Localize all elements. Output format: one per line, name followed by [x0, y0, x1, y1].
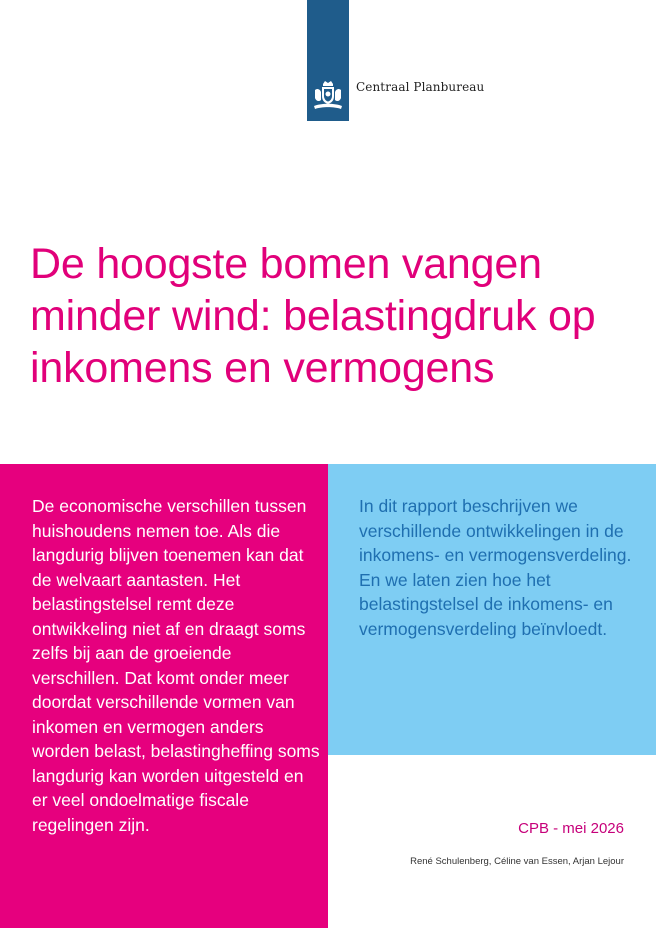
- report-title: De hoogste bomen vangen minder wind: belastingdruk op inkomens en vermogens: [30, 240, 596, 392]
- publication-date: CPB - mei 2026: [518, 820, 624, 837]
- authors: René Schulenberg, Céline van Essen, Arjan Lejour: [410, 856, 624, 867]
- report-description: In dit rapport beschrijven we verschillende ontwikkelingen in de inkomens- en vermogensverdeling. En we laten zien hoe het belastingstelsel de inkomens- en vermogensverdeling beïnvloedt.: [359, 496, 632, 639]
- organization-name: Centraal Planbureau: [356, 80, 485, 94]
- summary-text: De economische verschillen tussen huishoudens nemen toe. Als die langdurig blijven toenemen kan dat de welvaart aantasten. Het belastingstelsel remt deze ontwikkeling niet af en draagt soms zelfs bij aan de groeiende verschillen. Dat komt onder meer doordat verschillende vormen van inkomen en vermogen anders worden belast, belastingheffing soms langdurig kan worden uitgesteld en er veel ondoelmatige fiscale regelingen zijn.: [32, 496, 320, 835]
- royal-crest-icon: [311, 78, 345, 112]
